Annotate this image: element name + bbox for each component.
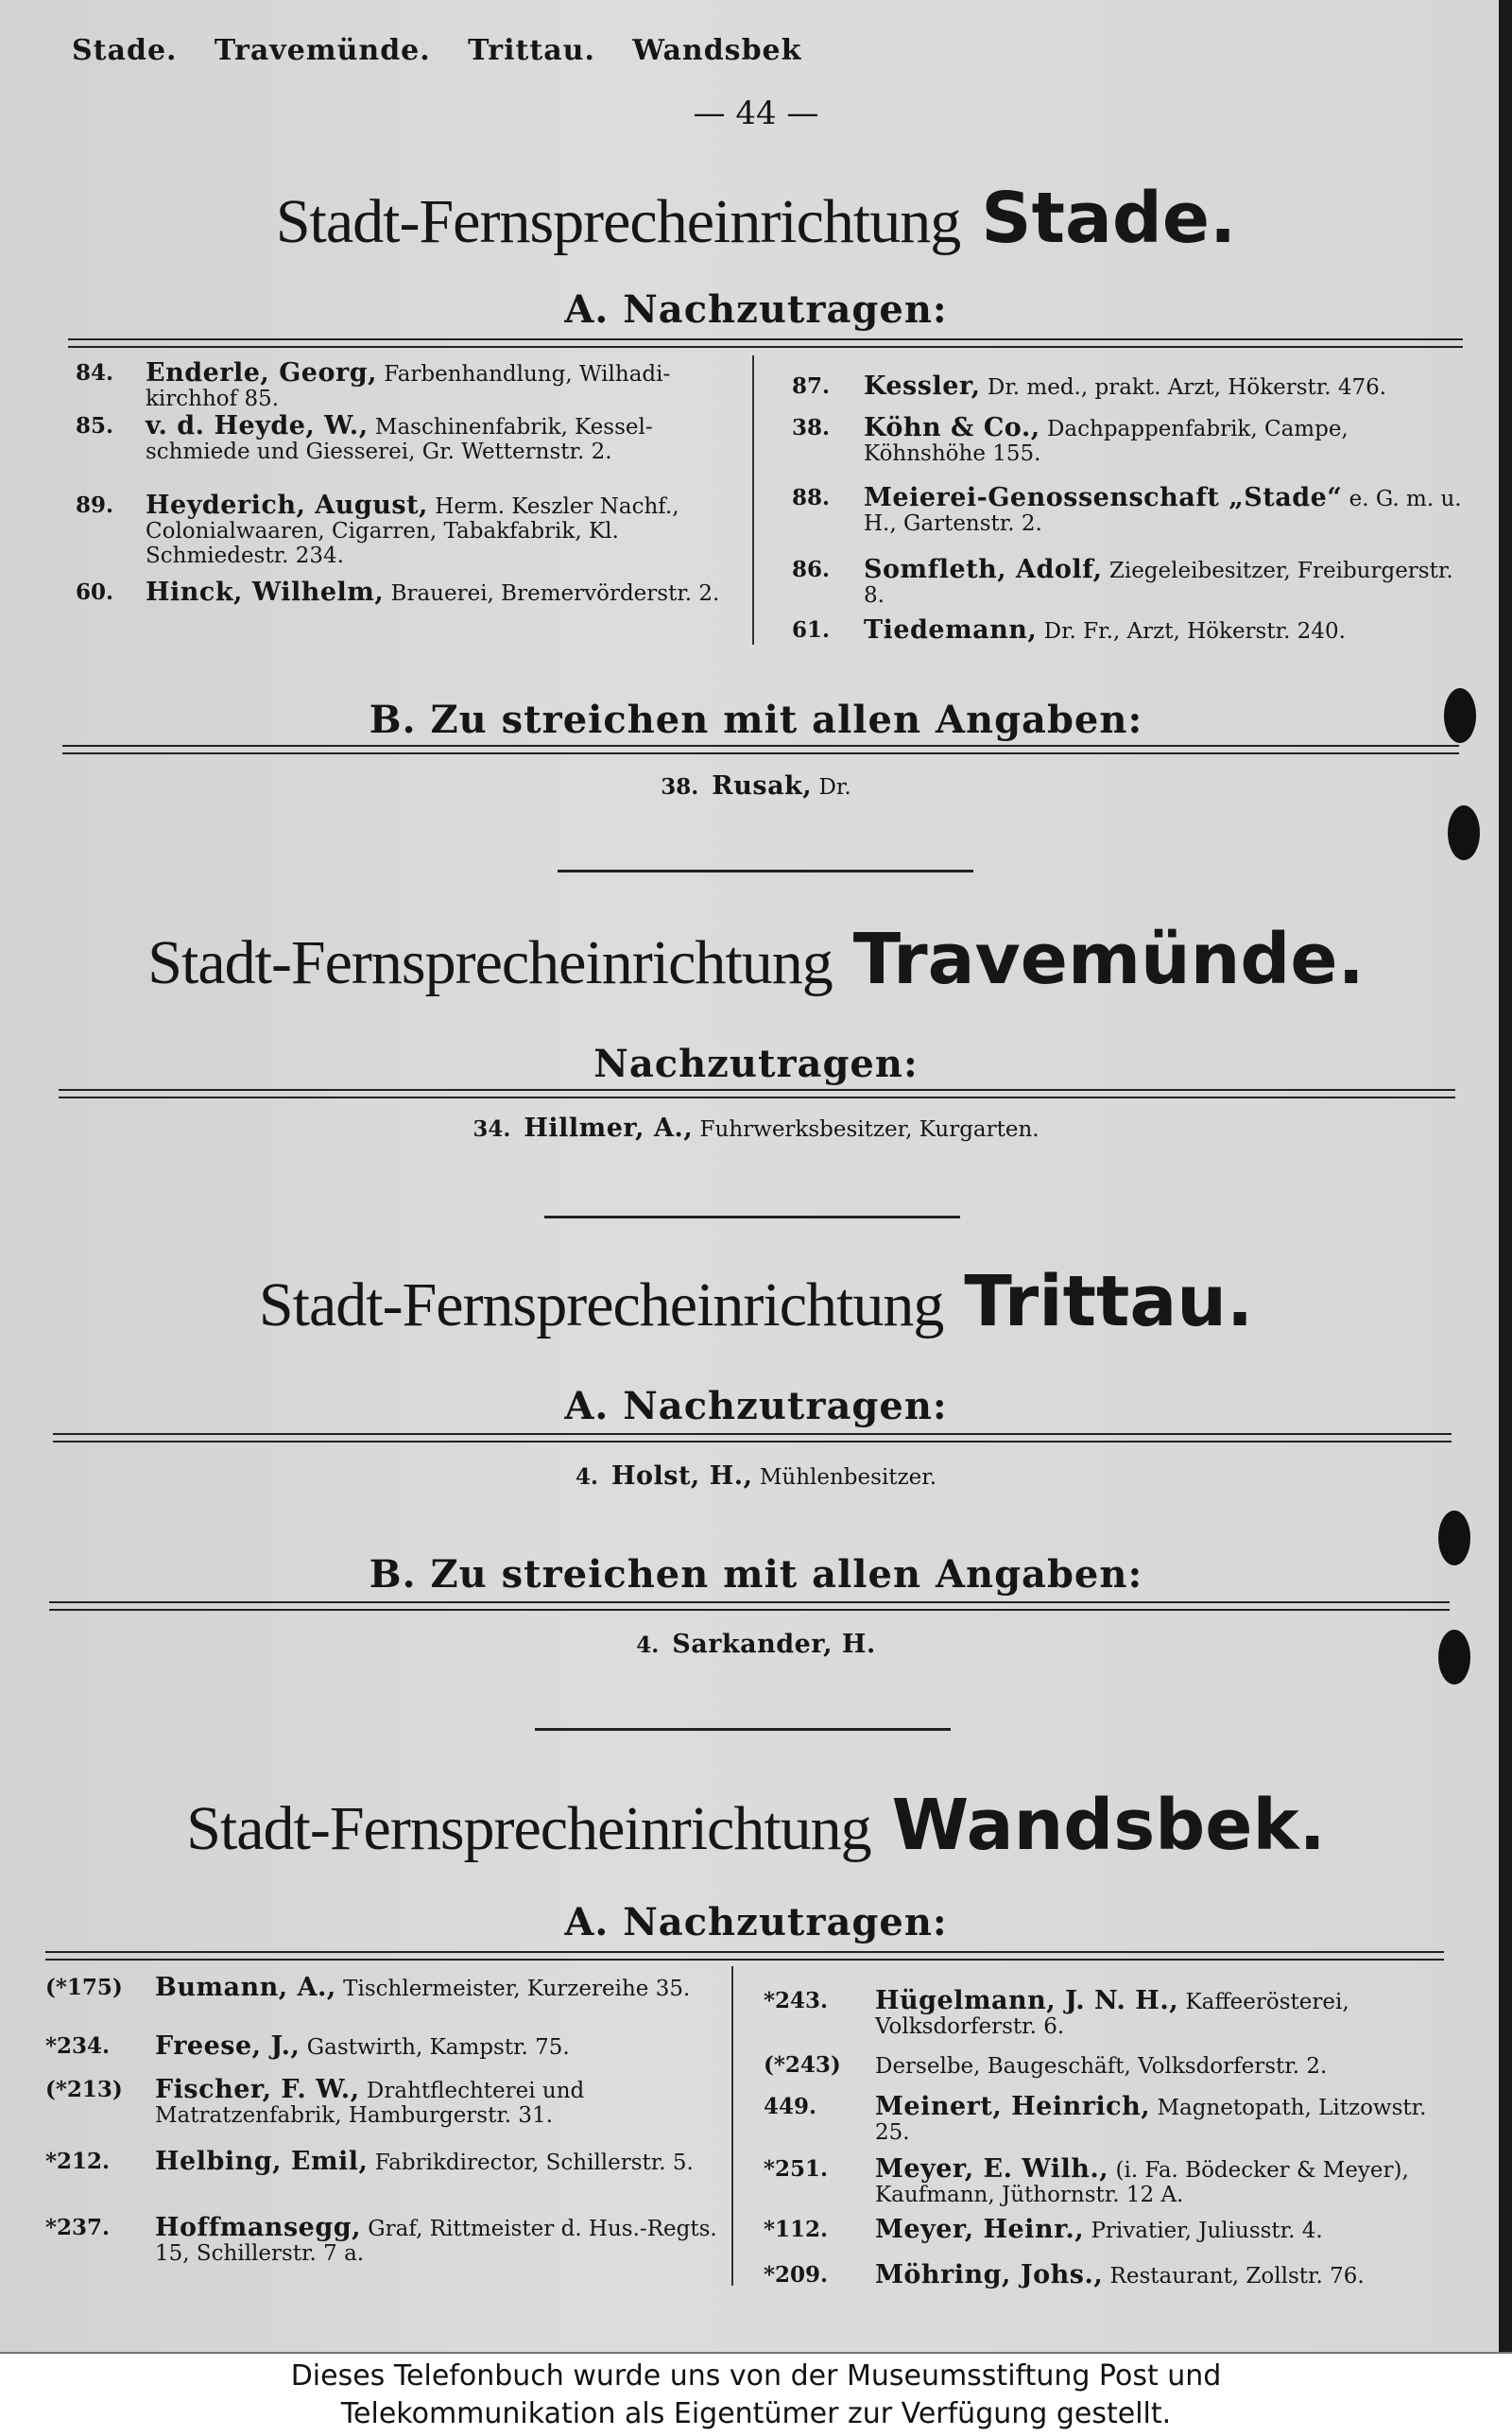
entry-details: (i. Fa. Bödecker & Meyer), Kaufmann, Jüthornstr. 12 A. [875,2158,1409,2207]
entry-details: Fabrikdirector, Schillerstr. 5. [374,2151,694,2175]
entry-name: Hügelmann, J. N. H., [875,1986,1179,2015]
entry-details: Dr. med., prakt. Arzt, Hökerstr. 476. [987,375,1387,400]
entry-details: Restaurant, Zollstr. 76. [1109,2264,1365,2289]
list-item [0,1632,1512,1659]
entry-number: 89. [76,492,114,518]
entry-number: 84. [76,360,114,386]
entry-number: 88. [792,485,831,510]
entry-number: 4. [636,1633,660,1658]
entry-name: Heyderich, August, [146,491,428,520]
entry-number: 449. [764,2094,817,2119]
entry-number: 61. [792,617,831,643]
double-rule [68,338,1463,348]
entry-name: Meierei-Genossenschaft „Stade“ [864,483,1343,512]
entry-name: Enderle, Georg, [146,358,377,388]
running-head [72,34,828,67]
entry-details: Dr. [818,775,851,800]
section-title-travemuende [0,919,1512,1000]
binding-edge [1499,0,1512,2352]
section-title-text: Stadt-Fernsprecheinrichtung [147,928,833,997]
entry-name: Meyer, E. Wilh., [875,2154,1109,2184]
section-divider [535,1728,951,1731]
entry-details: e. G. m. u. H., Gartenstr. 2. [864,487,1462,536]
entry-details: Drahtflechterei und Matratzenfabrik, Hamburgerstr. 31. [155,2079,585,2128]
entry-number: (*175) [45,1975,123,2000]
list-item [45,2031,722,2061]
entry-details: Privatier, Juliusstr. 4. [1091,2219,1323,2243]
section-divider [544,1216,960,1218]
entry-number: *212. [45,2149,111,2174]
list-item [792,615,1465,645]
list-item [76,580,741,606]
entry-number: *251. [764,2156,829,2182]
column-divider [752,355,754,645]
entry-number: 87. [792,373,831,399]
travemuende-heading: Nachzutragen: [593,1042,919,1086]
entry-details: Derselbe, Baugeschäft, Volksdorferstr. 2. [875,2054,1328,2079]
list-item [764,2092,1453,2145]
entry-details: Dachpappenfabrik, Campe, Köhnshöhe 155. [864,417,1349,466]
double-rule [53,1433,1452,1443]
list-item [45,2147,722,2176]
double-rule [62,745,1459,754]
list-item [45,1973,722,2002]
section-place: Trittau. [964,1261,1254,1342]
section-place: Stade. [981,178,1237,259]
list-item [0,1115,1512,1143]
list-item [76,493,741,568]
section-title-wandsbek [0,1785,1512,1866]
list-item [792,413,1465,466]
entry-number: 38. [661,774,699,800]
entry-number: (*213) [45,2077,123,2102]
section-title-stade [0,178,1512,259]
list-item [76,411,741,464]
trittau-b-heading: B. Zu streichen mit allen Angaben: [369,1552,1143,1597]
entry-name: Köhn & Co., [864,413,1040,442]
entry-number: 85. [76,413,114,439]
entry-details: Herm. Keszler Nachf., Colonialwaaren, Cigarren, Tabakfabrik, Kl. Schmiedestr. 234. [146,494,679,568]
section-title-text: Stadt-Fernsprecheinrichtung [258,1270,944,1339]
section-title-text: Stadt-Fernsprecheinrichtung [275,187,961,256]
entry-number: *112. [764,2217,829,2242]
entry-name: v. d. Heyde, W., [146,411,369,441]
list-item [792,483,1465,536]
entry-name: Meinert, Heinrich, [875,2092,1151,2121]
entry-name: Fischer, F. W., [155,2075,360,2104]
list-item [764,1986,1453,2039]
entry-name: Somfleth, Adolf, [864,555,1103,584]
entry-details: Magnetopath, Litzowstr. 25. [875,2096,1427,2145]
entry-name: Sarkander, H. [672,1630,876,1659]
entry-number: 38. [792,415,831,441]
running-head-item: Travemünde. [214,34,431,67]
double-rule [45,1951,1444,1961]
section-place: Wandsbek. [891,1785,1326,1866]
footer-notice [0,2352,1512,2436]
list-item [764,2154,1453,2207]
double-rule [59,1089,1455,1098]
list-item [45,2075,722,2128]
punch-hole [1448,805,1480,860]
entry-number: 86. [792,557,831,582]
list-item [764,2053,1453,2079]
entry-details: Mühlenbesitzer. [759,1465,937,1490]
page-number: — 44 — [693,95,819,132]
entry-details: Ziegeleibesitzer, Freiburgerstr. 8. [864,559,1453,608]
trittau-a-heading: A. Nachzutragen: [564,1384,948,1428]
entry-name: Freese, J., [155,2031,301,2061]
entry-name: Hoffmansegg, [155,2213,361,2242]
entry-details: Gastwirth, Kampstr. 75. [306,2035,570,2060]
running-head-item: Stade. [72,34,178,67]
entry-number: *237. [45,2215,111,2240]
entry-number: *234. [45,2033,111,2059]
entry-name: Möhring, Johs., [875,2260,1104,2289]
entry-name: Helbing, Emil, [155,2147,369,2176]
footer-line: Dieses Telefonbuch wurde uns von der Museumsstiftung Post und [290,2359,1222,2393]
entry-name: Kessler, [864,371,981,401]
entry-details: Brauerei, Bremervörderstr. 2. [390,581,720,606]
running-head-item: Trittau. [468,34,595,67]
entry-details: Farbenhandlung, Wilhadikirchhof 85. [146,362,671,411]
entry-name: Hillmer, A., [524,1114,694,1143]
entry-details: Dr. Fr., Arzt, Hökerstr. 240. [1043,619,1346,644]
list-item [0,1463,1512,1491]
section-title-text: Stadt-Fernsprecheinrichtung [186,1794,871,1863]
entry-number: (*243) [764,2052,841,2078]
entry-name: Hinck, Wilhelm, [146,578,385,607]
stade-b-heading: B. Zu streichen mit allen Angaben: [369,698,1143,742]
entry-name: Rusak, [712,771,813,801]
footer-line: Telekommunikation als Eigentümer zur Verfügung gestellt. [340,2397,1172,2430]
section-place: Travemünde. [852,919,1365,1000]
entry-name: Bumann, A., [155,1973,336,2002]
wandsbek-a-heading: A. Nachzutragen: [564,1900,948,1944]
entry-details: Maschinenfabrik, Kesselschmiede und Giesserei, Gr. Wetternstr. 2. [146,415,653,464]
list-item [792,371,1465,401]
stade-a-heading: A. Nachzutragen: [564,287,948,332]
entry-number: *209. [764,2262,829,2288]
section-title-trittau [0,1261,1512,1342]
entry-number: 60. [76,579,114,605]
entry-details: Kaffeerösterei, Volksdorferstr. 6. [875,1990,1349,2039]
list-item [792,555,1465,608]
column-divider [731,1966,733,2286]
section-divider [558,870,973,872]
entry-details: Graf, Rittmeister d. Hus.-Regts. 15, Schillerstr. 7 a. [155,2217,717,2266]
entry-number: *243. [764,1988,829,2013]
list-item [764,2260,1453,2289]
list-item [45,2213,722,2266]
entry-details: Fuhrwerksbesitzer, Kurgarten. [699,1117,1040,1142]
entry-number: 34. [472,1116,511,1142]
double-rule [49,1601,1450,1611]
entry-name: Meyer, Heinr., [875,2215,1085,2244]
list-item [0,773,1512,801]
entry-name: Holst, H., [610,1461,753,1491]
running-head-item: Wandsbek [632,34,802,67]
list-item [764,2215,1453,2244]
entry-number: 4. [575,1464,598,1490]
entry-details: Tischlermeister, Kurzereihe 35. [343,1977,691,2001]
list-item [76,358,741,411]
entry-name: Tiedemann, [864,615,1038,645]
